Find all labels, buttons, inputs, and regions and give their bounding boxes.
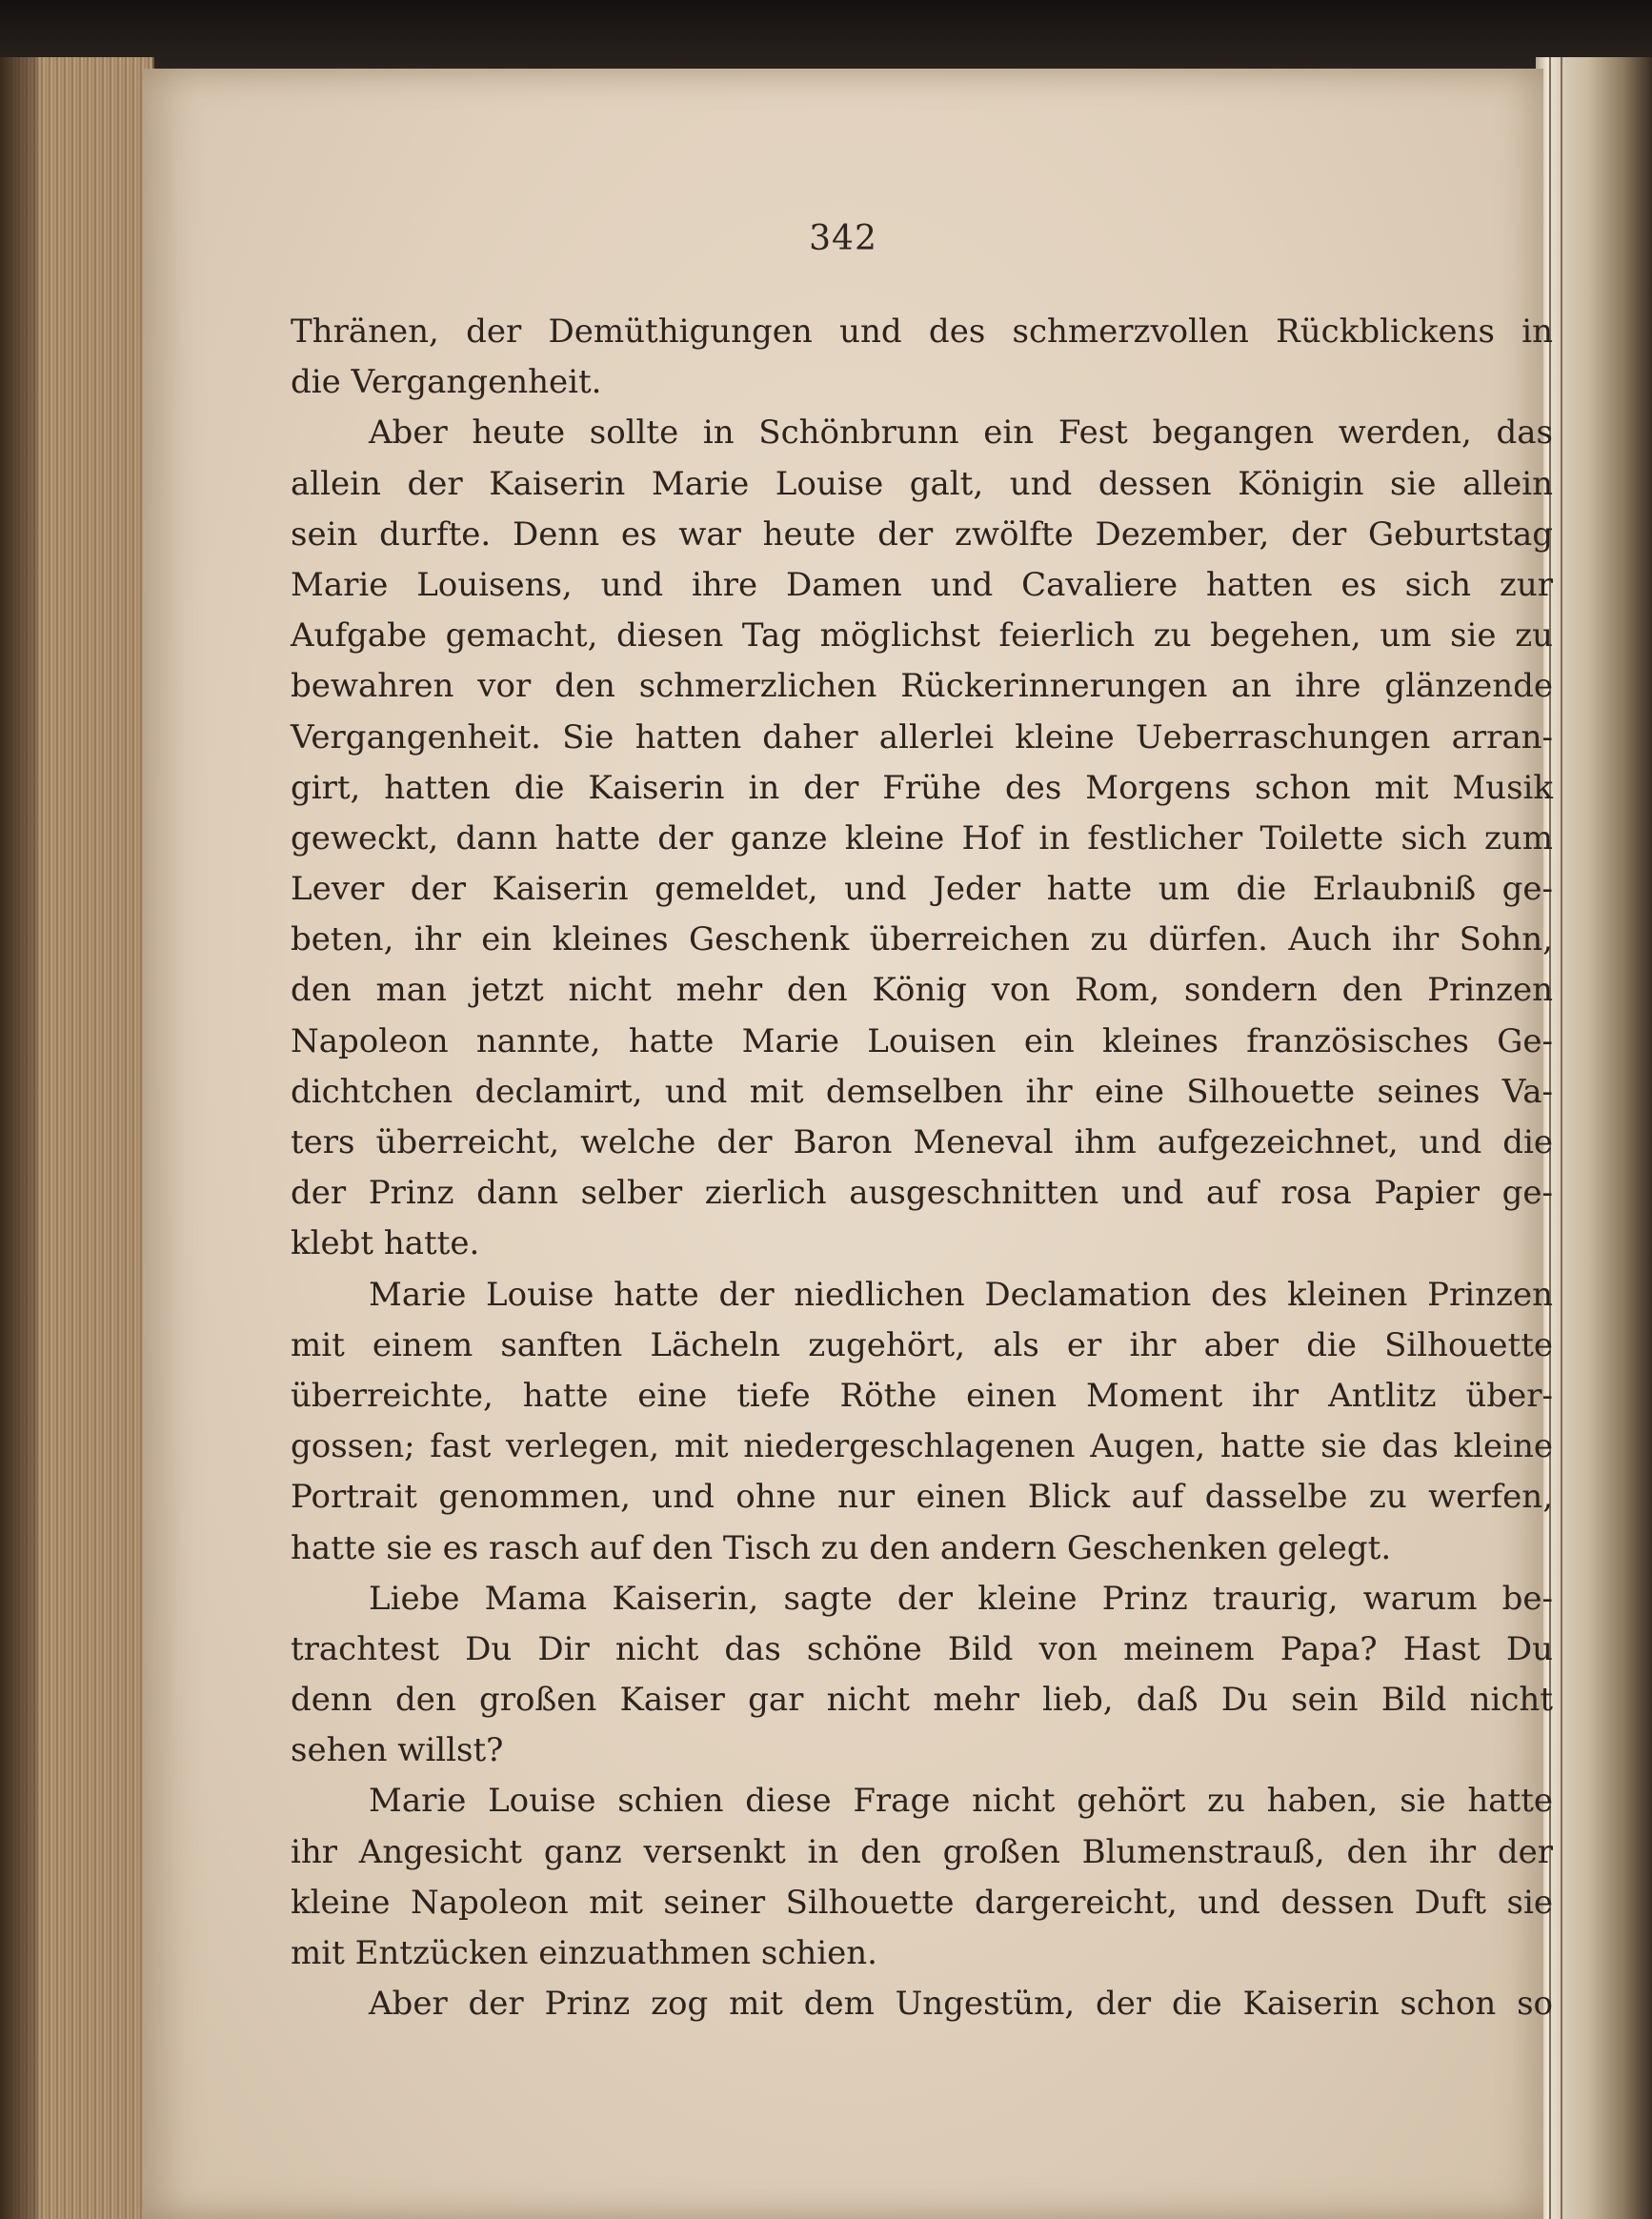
text-line: geweckt, dann hatte der ganze kleine Hof in festlicher Toilette sich zum <box>291 818 1553 857</box>
text-line: beten, ihr ein kleines Geschenk überreichen zu dürfen. Auch ihr Sohn, <box>291 920 1553 959</box>
text-line: kleine Napoleon mit seiner Silhouette dargereicht, und dessen Duft sie <box>291 1883 1553 1922</box>
text-line: klebt hatte. <box>291 1224 480 1263</box>
background-cloth <box>0 0 1652 74</box>
text-line: ters überreicht, welche der Baron Meneval ihm aufgezeichnet, und die <box>291 1123 1553 1161</box>
text-line: Lever der Kaiserin gemeldet, und Jeder hatte um die Erlaubniß ge- <box>291 870 1553 909</box>
text-line: mit einem sanften Lächeln zugehört, als er ihr aber die Silhouette <box>291 1325 1553 1364</box>
text-line: ihr Angesicht ganz versenkt in den großen Blumenstrauß, den ihr der <box>291 1832 1553 1871</box>
text-line: hatte sie es rasch auf den Tisch zu den andern Geschenken gelegt. <box>291 1528 1392 1567</box>
text-line: girt, hatten die Kaiserin in der Frühe des Morgens schon mit Musik <box>291 768 1553 807</box>
left-page-stack <box>0 57 154 2219</box>
text-line: trachtest Du Dir nicht das schöne Bild von meinem Papa? Hast Du <box>291 1629 1553 1668</box>
text-line: Aber heute sollte in Schönbrunn ein Fest begangen werden, das <box>369 414 1553 453</box>
text-line: dichtchen declamirt, und mit demselben ihr eine Silhouette seines Va- <box>291 1072 1553 1111</box>
text-line: denn den großen Kaiser gar nicht mehr lieb, daß Du sein Bild nicht <box>291 1681 1553 1720</box>
page-edge-line <box>1561 57 1562 2219</box>
text-line: Napoleon nannte, hatte Marie Louisen ein kleines französisches Ge- <box>291 1021 1553 1060</box>
text-line: Liebe Mama Kaiserin, sagte der kleine Prinz traurig, warum be- <box>369 1579 1553 1618</box>
text-line: Vergangenheit. Sie hatten daher allerlei kleine Ueberraschungen arran- <box>291 717 1553 756</box>
text-line: sehen willst? <box>291 1731 504 1770</box>
text-line: gossen; fast verlegen, mit niedergeschlagenen Augen, hatte sie das kleine <box>291 1427 1553 1466</box>
book-page <box>143 69 1553 2219</box>
text-line: mit Entzücken einzuathmen schien. <box>291 1934 877 1972</box>
text-line: sein durfte. Denn es war heute der zwölfte Dezember, der Geburtstag <box>291 514 1553 554</box>
text-line: Aber der Prinz zog mit dem Ungestüm, der die Kaiserin schon so <box>369 1985 1553 2024</box>
text-line: Marie Louise hatte der niedlichen Declamation des kleinen Prinzen <box>369 1275 1553 1314</box>
page-number: 342 <box>809 219 877 258</box>
text-line: die Vergangenheit. <box>291 363 602 402</box>
text-line: Thränen, der Demüthigungen und des schmerzvollen Rückblickens in <box>291 313 1553 351</box>
text-line: Marie Louise schien diese Frage nicht gehört zu haben, sie hatte <box>369 1782 1553 1821</box>
text-line: Marie Louisens, und ihre Damen und Cavaliere hatten es sich zur <box>291 565 1553 604</box>
text-line: Aufgabe gemacht, diesen Tag möglichst feierlich zu begehen, um sie zu <box>291 616 1553 656</box>
text-line: der Prinz dann selber zierlich ausgeschnitten und auf rosa Papier ge- <box>291 1174 1553 1213</box>
text-line: überreichte, hatte eine tiefe Röthe einen Moment ihr Antlitz über- <box>291 1376 1553 1415</box>
text-line: allein der Kaiserin Marie Louise galt, und dessen Königin sie allein <box>291 464 1553 503</box>
page-text <box>291 307 1553 2029</box>
text-line: Portrait genommen, und ohne nur einen Blick auf dasselbe zu werfen, <box>291 1478 1553 1517</box>
right-page-edge <box>1536 57 1652 2219</box>
text-line: bewahren vor den schmerzlichen Rückerinnerungen an ihre glänzende <box>291 667 1553 706</box>
text-line: den man jetzt nicht mehr den König von Rom, sondern den Prinzen <box>291 971 1553 1010</box>
